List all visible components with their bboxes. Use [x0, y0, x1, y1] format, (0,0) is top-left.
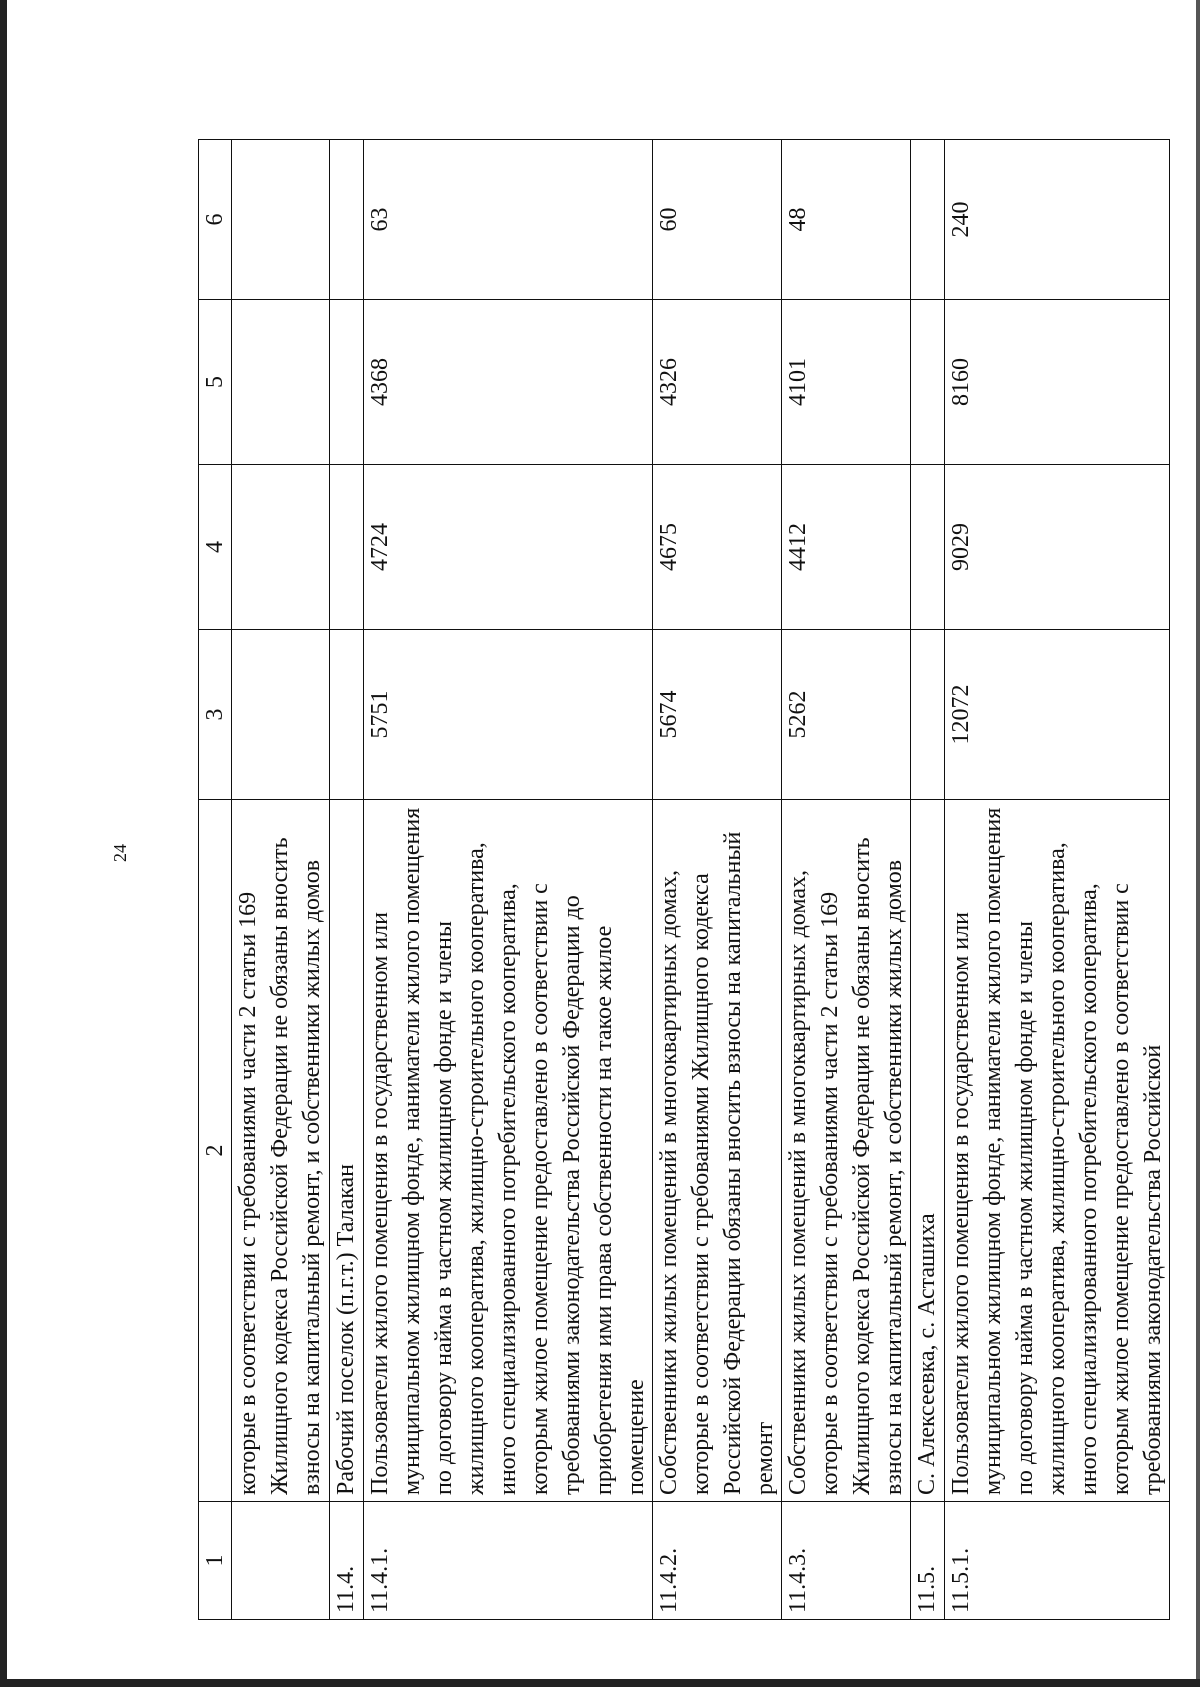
column-header: 4: [199, 465, 232, 630]
value-cell: 8160: [945, 300, 1170, 465]
value-cell: [911, 465, 945, 630]
table-row: [232, 140, 330, 1620]
row-description: Собственники жилых помещений в многоквартирных домах, которые в соответствии с требованиями части 2 статьи 169 Жилищного кодекса Российской Федерации не обязаны вносить взносы на капитальный ремонт, и собственники жилых домов: [782, 800, 911, 1502]
row-number: 11.4.2.: [653, 1502, 782, 1620]
value-cell: 4724: [364, 465, 653, 630]
column-header: 5: [199, 300, 232, 465]
value-cell: 60: [653, 140, 782, 300]
scan-border-left: [0, 0, 7, 1687]
value-cell: 4368: [364, 300, 653, 465]
value-cell: 5262: [782, 630, 911, 800]
row-description: Собственники жилых помещений в многоквартирных домах, которые в соответствии с требованиями Жилищного кодекса Российской Федерации обязаны вносить взносы на капитальный ремонт: [653, 800, 782, 1502]
value-cell: [330, 630, 364, 800]
row-description: С. Алексеевка, с. Асташиха: [911, 800, 945, 1502]
table-row: [945, 140, 1170, 1620]
column-header: 1: [199, 1502, 232, 1620]
table-row: [653, 140, 782, 1620]
value-cell: 4101: [782, 300, 911, 465]
row-description: которые в соответствии с требованиями части 2 статьи 169 Жилищного кодекса Российской Федерации не обязаны вносить взносы на капитальный ремонт, и собственники жилых домов: [232, 800, 330, 1502]
value-cell: 4326: [653, 300, 782, 465]
row-number: 11.4.3.: [782, 1502, 911, 1620]
row-description: Рабочий поселок (п.г.т.) Талакан: [330, 800, 364, 1502]
value-cell: [232, 300, 330, 465]
row-number: 11.5.1.: [945, 1502, 1170, 1620]
value-cell: 48: [782, 140, 911, 300]
value-cell: [330, 140, 364, 300]
value-cell: 9029: [945, 465, 1170, 630]
row-description: Пользователи жилого помещения в государственном или муниципальном жилищном фонде, наниматели жилого помещения по договору найма в частном жилищном фонде и члены жилищного кооператива, жилищно-строительного кооператива, иного специализированного потребительского кооператива, которым жилое помещение предоставлено в соответствии с требованиями законодательства Российской Федерации до приобретения ими права собственности на такое жилое помещение: [364, 800, 653, 1502]
tariff-table: [198, 139, 1170, 1620]
column-header: 2: [199, 800, 232, 1502]
row-number: 11.4.1.: [364, 1502, 653, 1620]
scan-border-right: [1196, 0, 1200, 1687]
value-cell: 12072: [945, 630, 1170, 800]
row-number: 11.4.: [330, 1502, 364, 1620]
column-header: 3: [199, 630, 232, 800]
scan-border-bottom: [0, 1679, 1200, 1687]
table-row: [911, 140, 945, 1620]
value-cell: [232, 140, 330, 300]
value-cell: [232, 630, 330, 800]
table-row: [330, 140, 364, 1620]
table-row: [782, 140, 911, 1620]
row-number: 11.5.: [911, 1502, 945, 1620]
page-number: 24: [110, 844, 130, 862]
value-cell: 4675: [653, 465, 782, 630]
rotated-table-container: [198, 140, 1166, 1620]
value-cell: 63: [364, 140, 653, 300]
value-cell: [911, 300, 945, 465]
value-cell: 5751: [364, 630, 653, 800]
row-description: Пользователи жилого помещения в государственном или муниципальном жилищном фонде, наниматели жилого помещения по договору найма в частном жилищном фонде и члены жилищного кооператива, жилищно-строительного кооператива, иного специализированного потребительского кооператива, которым жилое помещение предоставлено в соответствии с требованиями законодательства Российской: [945, 800, 1170, 1502]
column-header: 6: [199, 140, 232, 300]
value-cell: 4412: [782, 465, 911, 630]
value-cell: [232, 465, 330, 630]
value-cell: [911, 630, 945, 800]
value-cell: [330, 465, 364, 630]
table-row: [364, 140, 653, 1620]
value-cell: [330, 300, 364, 465]
value-cell: 5674: [653, 630, 782, 800]
value-cell: 240: [945, 140, 1170, 300]
value-cell: [911, 140, 945, 300]
row-number: [232, 1502, 330, 1620]
table-header-row: [199, 140, 232, 1620]
